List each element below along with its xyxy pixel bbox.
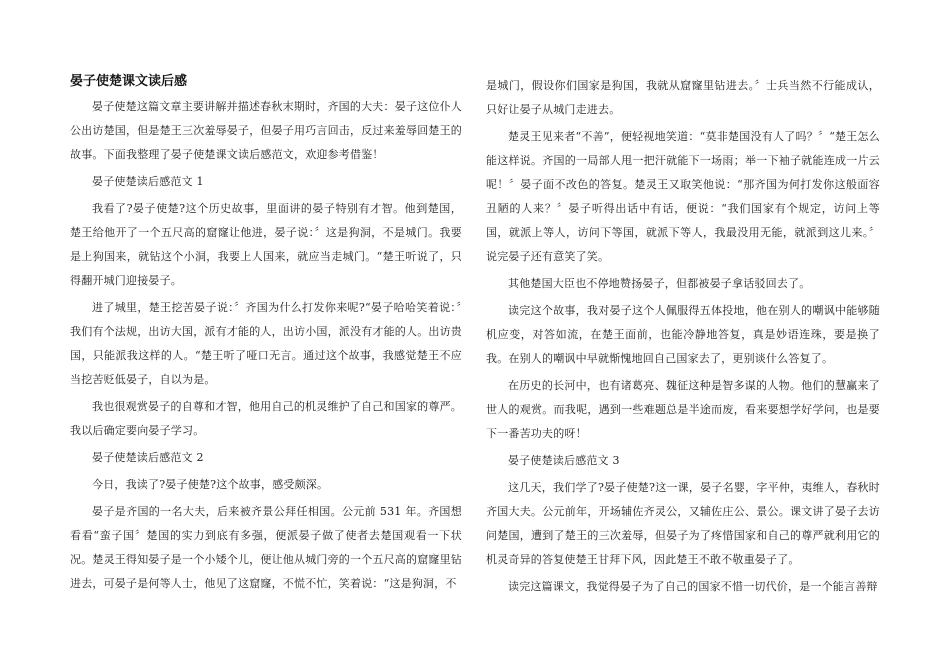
paragraph: 这几天，我们学了?晏子使楚?这一课，晏子名婴，字平仲，夷维人，春秋时齐国大夫。公元前年，开场辅佐齐灵公，又辅佐庄公、景公。课文讲了晏子去访问楚国，遭到了楚王的三次羞辱，但晏子为了疼惜国家和自己的尊严就利用它的机灵奇异的答复使楚王甘拜下风，因此楚王不敢不敬重晏子了。	[486, 481, 880, 566]
paragraph: 读完这个故事，我对晏子这个人佩服得五体投地，他在别人的嘲讽中能够随机应变，对答如流，在楚王面前，也能冷静地答复，真是妙语连珠，要是换了我。在别人的嘲讽中早就惭愧地回自己国家去了，更别谈什么答复了。	[486, 304, 880, 365]
paragraph: 我也很观赏晏子的自尊和才智，他用自己的机灵维护了自己和国家的尊严。我以后确定要向晏子学习。	[70, 400, 462, 437]
paragraph: 其他楚国大臣也不停地赞扬晏子，但都被晏子拿话驳回去了。	[508, 277, 811, 290]
paragraph-intro: 晏子使楚这篇文章主要讲解并描述春秋末期时，齐国的大夫：晏子这位仆人公出访楚国，但是楚王三次羞辱晏子，但晏子用巧言回击，反过来羞辱回楚王的故事。下面我整理了晏子使楚课文读后感范文，欢迎参考借鉴！	[70, 100, 462, 161]
paragraph: 楚灵王见来者“不善”，便轻视地笑道：“莫非楚国没有人了吗？〞“楚王怎么能这样说。齐国的一局部人甩一把汗就能下一场雨；举一下袖子就能连成一片云呢！〞晏子面不改色的答复。楚灵王又取笑他说：“那齐国为何打发你这般面容丑陋的人来？〞晏子听得出话中有话，便说：“我们国家有个规定，访问上等国，就派上等人，访问下等国，就派下等人，我最没用无能，就派到这儿来。〞说完晏子还有意笑了笑。	[486, 130, 880, 263]
document-title: 晏子使楚课文读后感	[70, 74, 188, 89]
left-column	[70, 73, 462, 599]
paragraph: 今日，我读了?晏子使楚?这个故事，感受颇深。	[92, 478, 329, 491]
section-heading-2: 晏子使楚读后感范文 2	[92, 451, 204, 464]
paragraph: 读完这篇课文，我觉得晏子为了自己的国家不惜一切代价，是一个能言善辩	[508, 580, 878, 593]
right-column	[486, 74, 880, 602]
paragraph-continued: 是城门，假设你们国家是狗国，我就从窟窿里钻进去。〞士兵当然不行能成认，只好让晏子从城门走进去。	[486, 79, 880, 116]
paragraph: 在历史的长河中，也有诸葛亮、魏征这种是智多谋的人物。他们的慧赢来了世人的观赏。而我呢，遇到一些难题总是半途而废，看来要想学好学问，也是要下一番苦功夫的呀！	[486, 379, 880, 440]
paragraph: 我看了?晏子使楚?这个历史故事，里面讲的晏子特别有才智。他到楚国，楚王给他开了一个五尺高的窟窿让他进，晏子说：〞这是狗洞，不是城门。我要是上狗国来，就钻这个小洞，我要上人国来，就应当走城门。“楚王听说了，只得翻开城门迎接晏子。	[70, 202, 462, 287]
paragraph: 晏子是齐国的一名大夫，后来被齐景公拜任相国。公元前 531 年。齐国想看看“蛮子国〞楚国的实力到底有多强，便派晏子做了使者去楚国观看一下状况。楚灵王得知晏子是一个小矮个儿，便让他从城门旁的一个五尺高的窟窿里钻进去，可晏子是何等人士，他见了这窟窿，不慌不忙，笑着说：“这是狗洞，不	[70, 505, 462, 590]
section-heading-3: 晏子使楚读后感范文 3	[508, 454, 620, 467]
paragraph: 进了城里，楚王挖苦晏子说：〞齐国为什么打发你来呢?“晏子哈哈笑着说：〞我们有个法规，出访大国，派有才能的人，出访小国，派没有才能的人。出访贵国，只能派我这样的人。“楚王听了哑口无言。通过这个故事，我感觉楚王不应当挖苦贬低晏子，自以为是。	[70, 301, 462, 386]
section-heading-1: 晏子使楚读后感范文 1	[92, 175, 204, 188]
